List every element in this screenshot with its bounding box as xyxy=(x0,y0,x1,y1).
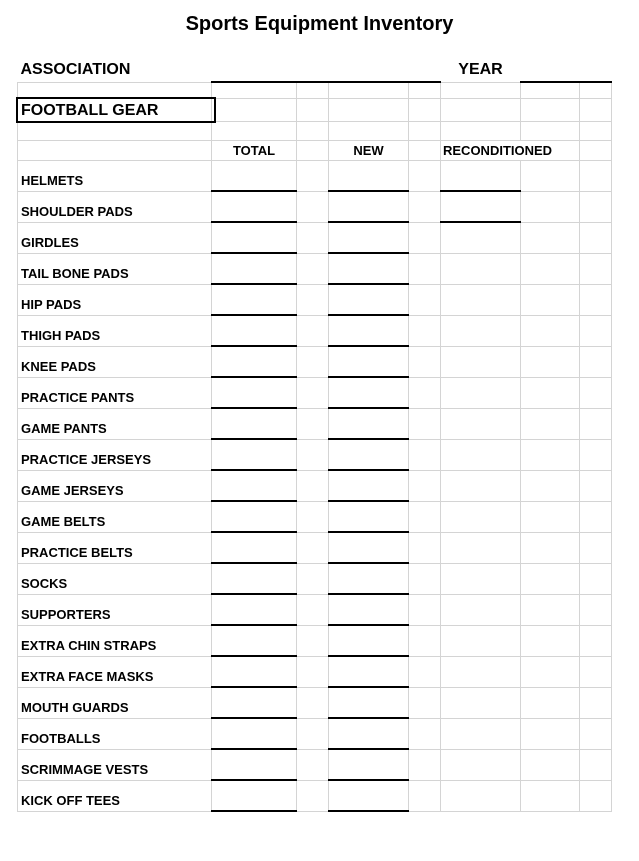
table-row xyxy=(18,687,612,718)
item-label: MOUTH GUARDS xyxy=(18,687,212,718)
new-field[interactable] xyxy=(329,780,409,811)
total-field[interactable] xyxy=(212,222,297,253)
item-label: GAME PANTS xyxy=(18,408,212,439)
table-row xyxy=(18,439,612,470)
reconditioned-field[interactable] xyxy=(441,160,521,191)
item-label: SCRIMMAGE VESTS xyxy=(18,749,212,780)
grid-cell[interactable] xyxy=(580,470,612,501)
item-label: GIRDLES xyxy=(18,222,212,253)
grid-cell[interactable] xyxy=(441,749,521,780)
item-label: GAME BELTS xyxy=(18,501,212,532)
total-field[interactable] xyxy=(212,501,297,532)
grid-cell[interactable] xyxy=(409,780,441,811)
total-field[interactable] xyxy=(212,377,297,408)
table-row xyxy=(18,160,612,191)
item-label: SHOULDER PADS xyxy=(18,191,212,222)
grid-cell[interactable] xyxy=(297,408,329,439)
grid-cell[interactable] xyxy=(409,501,441,532)
table-row xyxy=(18,284,612,315)
new-field[interactable] xyxy=(329,408,409,439)
grid-cell[interactable] xyxy=(297,121,329,140)
total-field[interactable] xyxy=(212,780,297,811)
grid-cell[interactable] xyxy=(409,625,441,656)
year-label: YEAR xyxy=(458,60,503,78)
grid-cell[interactable] xyxy=(409,439,441,470)
grid-cell[interactable] xyxy=(441,222,521,253)
item-label: GAME JERSEYS xyxy=(18,470,212,501)
grid-cell[interactable] xyxy=(441,594,521,625)
grid-cell[interactable] xyxy=(409,284,441,315)
table-row xyxy=(18,315,612,346)
grid-cell[interactable] xyxy=(297,780,329,811)
total-field[interactable] xyxy=(212,563,297,594)
grid-cell[interactable] xyxy=(409,749,441,780)
grid-cell[interactable] xyxy=(521,346,580,377)
grid-cell[interactable] xyxy=(580,687,612,718)
grid-cell[interactable] xyxy=(580,594,612,625)
grid-cell[interactable] xyxy=(297,625,329,656)
table-row xyxy=(18,346,612,377)
table-row xyxy=(18,408,612,439)
grid-cell[interactable] xyxy=(580,563,612,594)
item-label: PRACTICE PANTS xyxy=(18,377,212,408)
grid-cell[interactable] xyxy=(521,718,580,749)
grid-cell[interactable] xyxy=(521,532,580,563)
grid-cell[interactable] xyxy=(521,594,580,625)
total-field[interactable] xyxy=(212,191,297,222)
grid-cell[interactable] xyxy=(297,346,329,377)
grid-cell[interactable] xyxy=(329,98,409,121)
grid-cell[interactable] xyxy=(441,284,521,315)
table-row xyxy=(18,222,612,253)
grid-cell[interactable] xyxy=(409,687,441,718)
grid-cell[interactable] xyxy=(441,625,521,656)
grid-cell[interactable] xyxy=(580,408,612,439)
new-field[interactable] xyxy=(329,532,409,563)
total-field[interactable] xyxy=(212,408,297,439)
new-field[interactable] xyxy=(329,594,409,625)
table-row xyxy=(18,594,612,625)
grid-cell[interactable] xyxy=(521,563,580,594)
item-label: KICK OFF TEES xyxy=(18,780,212,811)
total-field[interactable] xyxy=(212,532,297,563)
grid-cell[interactable] xyxy=(521,408,580,439)
total-field[interactable] xyxy=(212,470,297,501)
grid-cell[interactable] xyxy=(580,625,612,656)
grid-cell[interactable] xyxy=(580,501,612,532)
grid-cell[interactable] xyxy=(521,377,580,408)
grid-cell[interactable] xyxy=(521,315,580,346)
grid-cell[interactable] xyxy=(297,160,329,191)
grid-cell[interactable] xyxy=(409,82,441,98)
page-title: Sports Equipment Inventory xyxy=(185,13,454,35)
grid-cell[interactable] xyxy=(521,98,580,121)
grid-cell[interactable] xyxy=(580,718,612,749)
total-field[interactable] xyxy=(212,439,297,470)
grid-cell[interactable] xyxy=(441,408,521,439)
grid-cell[interactable] xyxy=(441,501,521,532)
grid-cell[interactable] xyxy=(521,121,580,140)
grid-cell[interactable] xyxy=(441,687,521,718)
total-field[interactable] xyxy=(212,749,297,780)
item-label: HELMETS xyxy=(18,160,212,191)
total-field[interactable] xyxy=(212,160,297,191)
grid-cell[interactable] xyxy=(441,718,521,749)
grid-cell[interactable] xyxy=(441,656,521,687)
grid-cell[interactable] xyxy=(580,377,612,408)
grid-cell[interactable] xyxy=(441,377,521,408)
grid-cell[interactable] xyxy=(580,98,612,121)
grid-cell[interactable] xyxy=(409,121,441,140)
grid-cell[interactable] xyxy=(297,315,329,346)
new-field[interactable] xyxy=(329,222,409,253)
grid-cell[interactable] xyxy=(212,121,297,140)
grid-cell[interactable] xyxy=(521,656,580,687)
grid-cell[interactable] xyxy=(580,315,612,346)
new-field[interactable] xyxy=(329,377,409,408)
item-label: FOOTBALLS xyxy=(18,718,212,749)
table-row xyxy=(18,718,612,749)
grid-cell[interactable] xyxy=(409,594,441,625)
total-field[interactable] xyxy=(212,315,297,346)
grid-cell[interactable] xyxy=(580,82,612,98)
grid-cell[interactable] xyxy=(521,501,580,532)
grid-cell[interactable] xyxy=(580,656,612,687)
grid-cell[interactable] xyxy=(409,563,441,594)
grid-cell[interactable] xyxy=(580,121,612,140)
grid-cell xyxy=(18,140,212,160)
grid-cell[interactable] xyxy=(297,718,329,749)
grid-cell[interactable] xyxy=(297,191,329,222)
grid-cell[interactable] xyxy=(580,346,612,377)
inventory-table xyxy=(17,60,612,812)
column-header-reconditioned: RECONDITIONED xyxy=(441,140,580,160)
table-row xyxy=(18,749,612,780)
grid-cell[interactable] xyxy=(297,470,329,501)
grid-cell[interactable] xyxy=(521,749,580,780)
grid-cell[interactable] xyxy=(441,780,521,811)
new-field[interactable] xyxy=(329,625,409,656)
grid-cell[interactable] xyxy=(441,563,521,594)
grid-cell[interactable] xyxy=(297,687,329,718)
table-row xyxy=(18,377,612,408)
grid-cell[interactable] xyxy=(212,98,297,121)
grid-cell[interactable] xyxy=(580,780,612,811)
grid-cell[interactable] xyxy=(580,439,612,470)
grid-cell[interactable] xyxy=(297,501,329,532)
section-label-football-gear: FOOTBALL GEAR xyxy=(16,97,216,123)
grid-cell[interactable] xyxy=(297,532,329,563)
new-field[interactable] xyxy=(329,253,409,284)
grid-cell[interactable] xyxy=(409,222,441,253)
item-label: EXTRA FACE MASKS xyxy=(18,656,212,687)
table-row xyxy=(18,253,612,284)
grid-cell[interactable] xyxy=(297,284,329,315)
item-label: SOCKS xyxy=(18,563,212,594)
grid-cell[interactable] xyxy=(521,82,580,98)
grid-cell xyxy=(409,140,441,160)
new-field[interactable] xyxy=(329,687,409,718)
grid-cell[interactable] xyxy=(297,377,329,408)
grid-cell[interactable] xyxy=(409,470,441,501)
inventory-sheet xyxy=(17,60,612,812)
item-label: HIP PADS xyxy=(18,284,212,315)
table-row xyxy=(18,780,612,811)
new-field[interactable] xyxy=(329,563,409,594)
grid-cell[interactable] xyxy=(441,98,521,121)
item-label: SUPPORTERS xyxy=(18,594,212,625)
grid-cell[interactable] xyxy=(297,594,329,625)
grid-cell[interactable] xyxy=(441,82,521,98)
grid-cell[interactable] xyxy=(521,284,580,315)
grid-cell[interactable] xyxy=(521,160,580,191)
grid-cell[interactable] xyxy=(521,222,580,253)
new-field[interactable] xyxy=(329,315,409,346)
grid-cell[interactable] xyxy=(329,82,409,98)
grid-cell[interactable] xyxy=(297,253,329,284)
grid-cell[interactable] xyxy=(409,408,441,439)
grid-cell[interactable] xyxy=(521,191,580,222)
grid-cell[interactable] xyxy=(297,439,329,470)
new-field[interactable] xyxy=(329,439,409,470)
grid-cell[interactable] xyxy=(409,346,441,377)
grid-cell[interactable] xyxy=(212,82,297,98)
item-label: THIGH PADS xyxy=(18,315,212,346)
grid-cell[interactable] xyxy=(297,656,329,687)
grid-cell[interactable] xyxy=(409,377,441,408)
table-row xyxy=(18,532,612,563)
grid-cell[interactable] xyxy=(409,191,441,222)
grid-cell[interactable] xyxy=(580,222,612,253)
column-header-row xyxy=(18,140,612,160)
grid-cell[interactable] xyxy=(297,749,329,780)
grid-cell[interactable] xyxy=(521,439,580,470)
grid-cell[interactable] xyxy=(441,346,521,377)
grid-cell[interactable] xyxy=(580,284,612,315)
grid-cell xyxy=(580,140,612,160)
item-label: KNEE PADS xyxy=(18,346,212,377)
grid-cell[interactable] xyxy=(409,253,441,284)
grid-cell[interactable] xyxy=(580,532,612,563)
grid-cell[interactable] xyxy=(580,160,612,191)
new-field[interactable] xyxy=(329,749,409,780)
grid-cell[interactable] xyxy=(521,470,580,501)
grid-cell[interactable] xyxy=(521,687,580,718)
new-field[interactable] xyxy=(329,470,409,501)
grid-cell[interactable] xyxy=(409,718,441,749)
new-field[interactable] xyxy=(329,160,409,191)
item-label: TAIL BONE PADS xyxy=(18,253,212,284)
grid-cell[interactable] xyxy=(18,82,212,98)
total-field[interactable] xyxy=(212,594,297,625)
new-field[interactable] xyxy=(329,718,409,749)
association-label: ASSOCIATION xyxy=(20,60,131,78)
total-field[interactable] xyxy=(212,346,297,377)
table-row xyxy=(18,501,612,532)
grid-cell[interactable] xyxy=(297,563,329,594)
total-field[interactable] xyxy=(212,718,297,749)
total-field[interactable] xyxy=(212,284,297,315)
grid-cell[interactable] xyxy=(329,121,409,140)
new-field[interactable] xyxy=(329,501,409,532)
table-row xyxy=(18,625,612,656)
table-row xyxy=(18,470,612,501)
new-field[interactable] xyxy=(329,656,409,687)
column-header-new: NEW xyxy=(329,140,409,160)
grid-cell[interactable] xyxy=(409,160,441,191)
total-field[interactable] xyxy=(212,253,297,284)
year-field[interactable] xyxy=(521,60,612,82)
grid-cell[interactable] xyxy=(409,656,441,687)
total-field[interactable] xyxy=(212,687,297,718)
total-field[interactable] xyxy=(212,656,297,687)
grid-cell[interactable] xyxy=(409,315,441,346)
grid-cell[interactable] xyxy=(441,470,521,501)
item-label: PRACTICE JERSEYS xyxy=(18,439,212,470)
reconditioned-field[interactable] xyxy=(441,191,521,222)
table-row xyxy=(18,656,612,687)
grid-cell[interactable] xyxy=(441,439,521,470)
grid-cell[interactable] xyxy=(521,780,580,811)
grid-cell[interactable] xyxy=(409,98,441,121)
new-field[interactable] xyxy=(329,191,409,222)
grid-cell[interactable] xyxy=(297,222,329,253)
new-field[interactable] xyxy=(329,346,409,377)
item-label: PRACTICE BELTS xyxy=(18,532,212,563)
total-field[interactable] xyxy=(212,625,297,656)
column-header-total: TOTAL xyxy=(212,140,297,160)
grid-cell[interactable] xyxy=(441,253,521,284)
grid-cell[interactable] xyxy=(409,532,441,563)
grid-cell[interactable] xyxy=(521,625,580,656)
grid-cell[interactable] xyxy=(580,253,612,284)
table-row xyxy=(18,563,612,594)
new-field[interactable] xyxy=(329,284,409,315)
item-label: EXTRA CHIN STRAPS xyxy=(18,625,212,656)
grid-cell[interactable] xyxy=(580,191,612,222)
grid-cell[interactable] xyxy=(18,121,212,140)
grid-cell[interactable] xyxy=(297,82,329,98)
grid-cell[interactable] xyxy=(580,749,612,780)
table-row xyxy=(18,191,612,222)
grid-cell[interactable] xyxy=(441,121,521,140)
grid-cell xyxy=(297,140,329,160)
grid-cell[interactable] xyxy=(521,253,580,284)
grid-cell[interactable] xyxy=(297,98,329,121)
association-field[interactable] xyxy=(212,60,441,82)
grid-cell[interactable] xyxy=(441,315,521,346)
grid-cell[interactable] xyxy=(441,532,521,563)
